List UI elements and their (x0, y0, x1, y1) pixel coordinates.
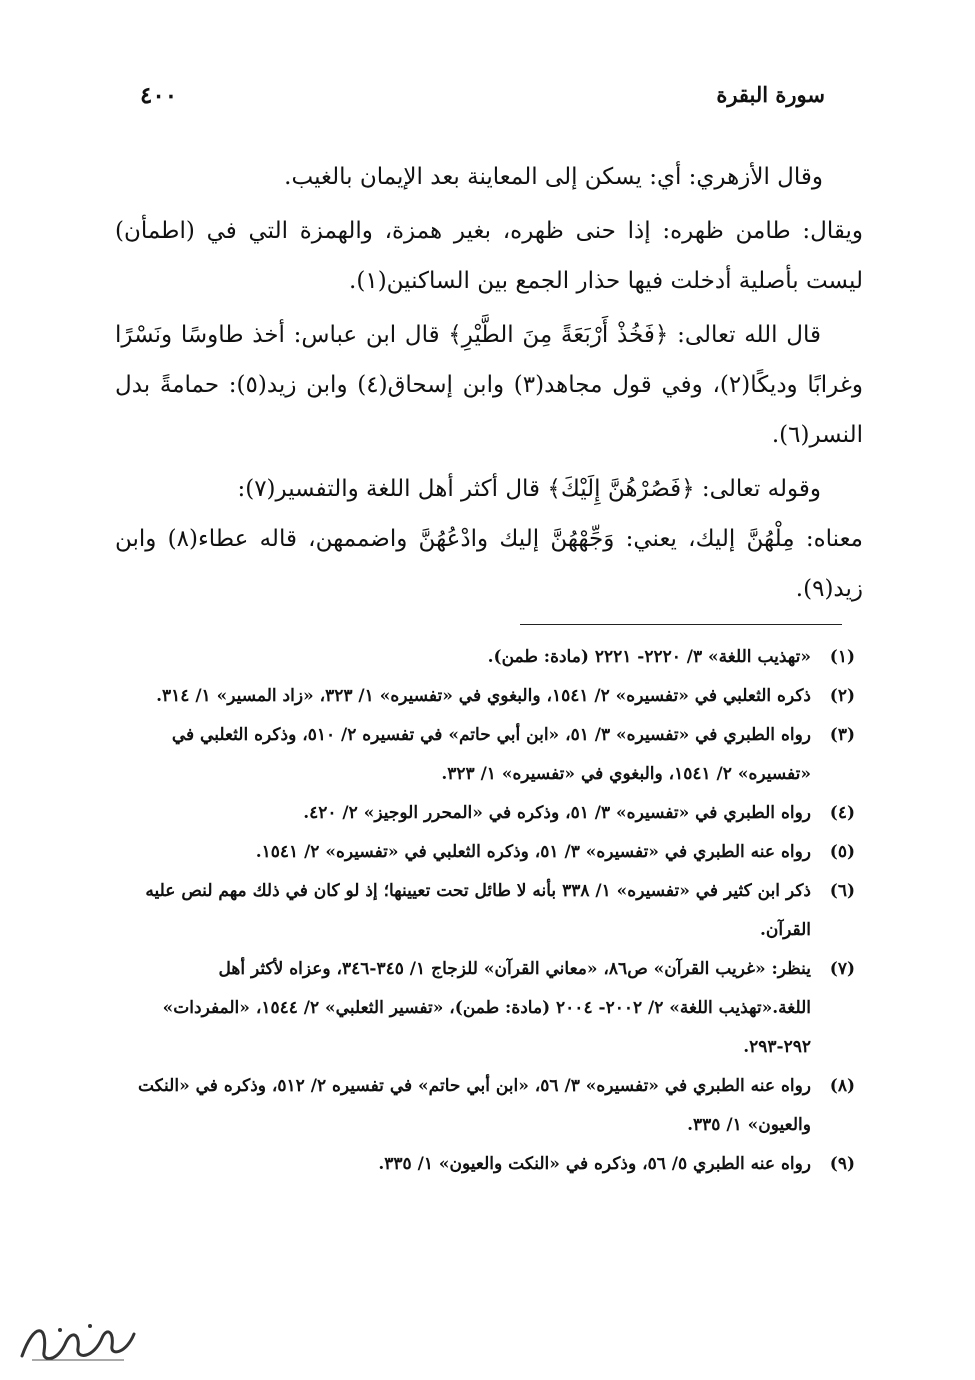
footnote (125, 950, 855, 1067)
footnote-number: (٧) (829, 959, 855, 979)
page-header (140, 82, 825, 122)
footnote (125, 794, 855, 833)
footnote (125, 1145, 855, 1184)
paragraph-1: وقال الأزهري: أي: يسكن إلى المعاينة بعد الإيمان بالغيب. (284, 164, 823, 190)
calligraphy-logo-icon (14, 1312, 142, 1370)
surah-title: سورة البقرة (716, 82, 825, 107)
footnote-number: (٨) (829, 1076, 855, 1096)
main-text (115, 152, 863, 618)
watermark-logo (14, 1312, 142, 1370)
footnote-separator (520, 624, 842, 625)
paragraph-2: ويقال: طامن ظهره: إذا حنى ظهره، بغير همزة، والهمزة التي في (اطمأن) ليست بأصلية أدخلت فيها حذار الجمع بين الساكنين(١). (115, 218, 863, 294)
paragraph-4a: وقوله تعالى: ﴿فَصُرْهُنَّ إِلَيْكَ﴾ قال أكثر أهل اللغة والتفسير(٧): (237, 476, 821, 502)
footnote (125, 833, 855, 872)
footnote-number: (٤) (829, 803, 855, 823)
footnote-number: (١) (829, 647, 855, 667)
footnote-number: (٩) (829, 1154, 855, 1174)
footnote-text: رواه عنه الطبري في «تفسيره» ٣/ ٥١، وذكره الثعلبي في «تفسيره» ٢/ ١٥٤١. (255, 842, 811, 862)
footnote-text: ينظر: «غريب القرآن» ص٨٦، «معاني القرآن» للزجاج ١/ ٣٤٥-٣٤٦، وعزاه لأكثر أهل اللغة.«تهذيب اللغة» ٢/ ٢٠٠٢- ٢٠٠٤ (مادة: طمن)، «تفسير الثعلبي» ٢/ ١٥٤٤، «المفردات» ٢٩٢-٢٩٣. (162, 959, 811, 1057)
footnote (125, 716, 855, 794)
footnote (125, 1067, 855, 1145)
footnote-text: ذكر ابن كثير في «تفسيره» ١/ ٣٣٨ بأنه لا طائل تحت تعيينها؛ إذ لو كان في ذلك مهم لنص عليه القرآن. (145, 881, 811, 940)
footnote-number: (٣) (829, 725, 855, 745)
paragraph-3: قال الله تعالى: ﴿فَخُذْ أَرْبَعَةً مِنَ الطَّيْرِ﴾ قال ابن عباس: أخذ طاوسًا ونَسْرًا وغرابًا وديكًا(٢)، وفي قول مجاهد(٣) وابن إسحاق(٤) وابن زيد(٥): حمامةً بدل النسر(٦). (115, 322, 864, 448)
footnote (125, 872, 855, 950)
footnotes (125, 638, 855, 1184)
footnote-text: رواه الطبري في «تفسيره» ٣/ ٥١، «ابن أبي حاتم» في تفسيره ٢/ ٥١٠، وذكره الثعلبي في «تفسيره» ٢/ ١٥٤١، والبغوي في «تفسيره» ١/ ٣٢٣. (171, 725, 811, 784)
footnote-text: «تهذيب اللغة» ٣/ ٢٢٢٠- ٢٢٢١ (مادة: طمن). (487, 647, 811, 667)
footnote-text: رواه الطبري في «تفسيره» ٣/ ٥١، وذكره في «المحرر الوجيز» ٢/ ٤٢٠. (303, 803, 811, 823)
footnote (125, 677, 855, 716)
page-number: ٤٠٠ (140, 82, 178, 109)
footnote-text: رواه عنه الطبري ٥/ ٥٦، وذكره في «النكت والعيون» ١/ ٣٣٥. (378, 1154, 811, 1174)
footnote-number: (٥) (829, 842, 855, 862)
footnote (125, 638, 855, 677)
footnote-number: (٢) (829, 686, 855, 706)
footnote-number: (٦) (829, 881, 855, 901)
footnote-text: ذكره الثعلبي في «تفسيره» ٢/ ١٥٤١، والبغوي في «تفسيره» ١/ ٣٢٣، «زاد المسير» ١/ ٣١٤. (156, 686, 811, 706)
footnote-text: رواه عنه الطبري في «تفسيره» ٣/ ٥٦، «ابن أبي حاتم» في تفسيره ٢/ ٥١٢، وذكره في «النكت والعيون» ١/ ٣٣٥. (137, 1076, 811, 1135)
paragraph-4b: معناه: مِلْهُنَّ إليك، يعني: وَجِّهْهُنَّ إليك وادْعُهُنَّ واضممهن، قاله عطاء(٨) وابن زيد(٩). (115, 526, 863, 602)
